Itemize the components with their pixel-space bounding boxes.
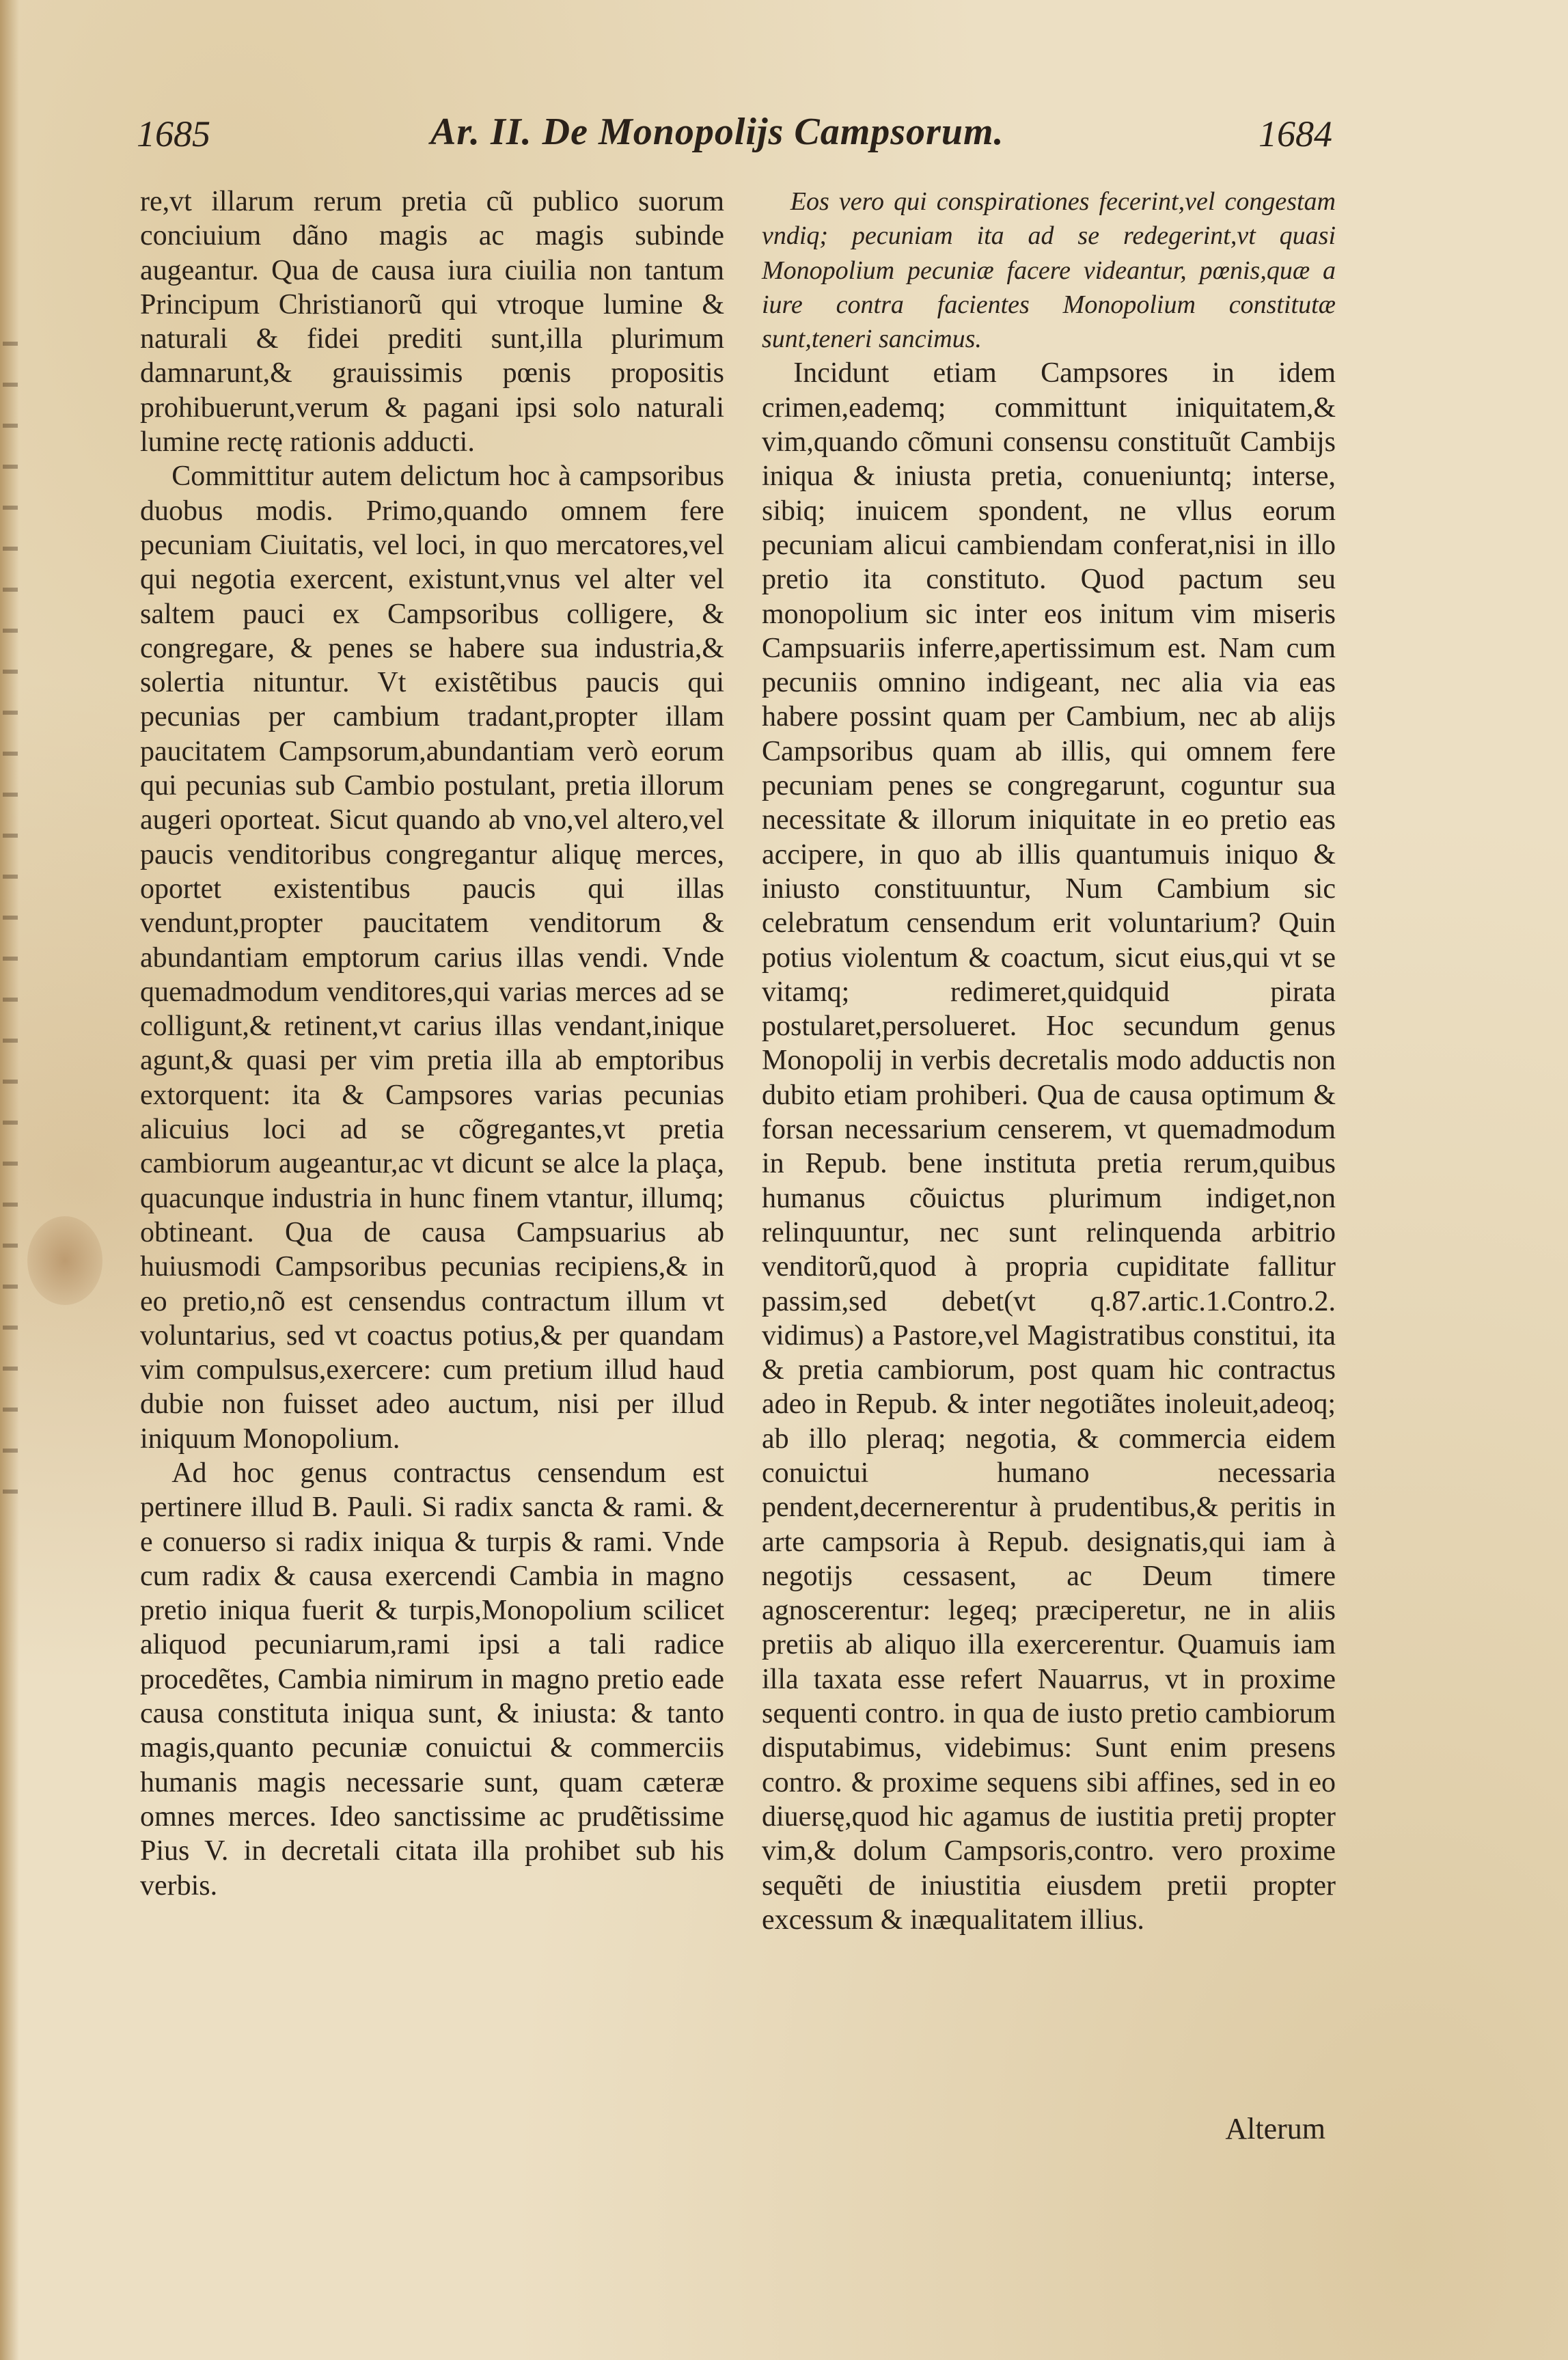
page-number-left: 1685 <box>137 113 210 154</box>
right-column <box>762 184 1336 1937</box>
page-number-right: 1684 <box>1258 113 1332 154</box>
left-paragraph-3: Ad hoc genus contractus censendum est pertinere illud B. Pauli. Si radix sancta & rami. & e conuerso si radix iniqua & turpis & rami. Vnde cum radix & causa exercendi Cambia in magno pretio iniqua fuerit & turpis,Monopolium scilicet aliquod pecuniarum,rami ipsi a tali radice procedẽtes, Cambia nimirum in magno pretio eade causa constituta iniqua sunt, & iniusta: & tanto magis,quanto pecuniæ conuictui & commerciis humanis magis necessarie sunt, quam cæteræ omnes merces. Ideo sanctissime ac prudẽtissime Pius V. in decretali citata illa prohibet sub his verbis. <box>140 1457 724 1902</box>
catchword: Alterum <box>1225 2112 1325 2145</box>
paper-stain <box>27 1216 102 1305</box>
running-title: Ar. II. De Monopolijs Campsorum. <box>430 111 1004 153</box>
left-column <box>140 184 724 1903</box>
left-paragraph-2: Committitur autem delictum hoc à campsoribus duobus modis. Primo,quando omnem fere pecuniam Ciuitatis, vel loci, in quo mercatores,vel qui negotia exercent, existunt,vnus vel alter vel saltem pauci ex Campsoribus colligere, & congregare, & penes se habere sua industria,& solertia nituntur. Vt existẽtibus paucis qui pecunias per cambium tradant,propter illam paucitatem Campsorum,abundantiam verò eorum qui pecunias sub Cambio postulant, pretia illorum augeri oporteat. Sicut quando ab vno,vel altero,vel paucis venditoribus congregantur aliquę merces, oportet existentibus paucis qui illas vendunt,propter paucitatem venditorum & abundantiam emptorum carius illas vendi. Vnde quemadmodum venditores,qui varias merces ad se colligunt,& retinent,vt carius illas vendant,inique agunt,& quasi per vim pretia illa ab emptoribus extorquent: ita & Campsores varias pecunias alicuius loci ad se cõgregantes,vt pretia cambiorum augeantur,ac vt dicunt se alce la plaça, quacunque industria in hunc finem vtantur, illumq; obtineant. Qua de causa Campsuarius ab huiusmodi Campsoribus pecunias recipiens,& in eo pretio,nõ est censendus contractum illum vt voluntarius, sed vt coactus potius,& per quandam vim compulsus,exercere: cum pretium illud haud dubie non fuisset adeo auctum, nisi per illud iniquum Monopolium. <box>140 461 724 1455</box>
left-paragraph-1: re,vt illarum rerum pretia cũ publico suorum conciuium dãno magis ac magis subinde augeantur. Qua de causa iura ciuilia non tantum Principum Christianorũ qui vtroque lumine & naturali & fidei prediti sunt,illa plurimum damnarunt,& grauissimis pœnis propositis prohibuerunt,verum & pagani ipsi solo naturali lumine rectę rationis adducti. <box>140 186 724 458</box>
margin-show-through <box>3 342 18 1503</box>
running-header <box>137 106 1332 161</box>
right-decretal-quote: Eos vero qui conspirationes fecerint,vel congestam vndiq; pecuniam ita ad se redegerint,vt quasi Monopolium pecuniæ facere videantur, pœnis,quæ a iure contra facientes Monopolium constitutæ sunt,teneri sancimus. <box>762 187 1336 354</box>
right-paragraph-1: Incidunt etiam Campsores in idem crimen,eademq; committunt iniquitatem,& vim,quando cõmuni consensu constituũt Cambijs iniqua & iniusta pretia, conueniuntq; interse, sibiq; inuicem spondent, ne vllus eorum pecuniam alicui cambiendam conferat,nisi in illo pretio ita constituto. Quod pactum seu monopolium sic inter eos initum vim miseris Campsuariis inferre,apertissimum est. Nam cum pecuniis omnino indigeant, nec alia via eas habere possint quam per Cambium, nec ab alijs Campsoribus quam ab illis, qui omnem fere pecuniam penes se congregarunt, coguntur sua necessitate & illorum iniquitate in eo pretio eas accipere, in quo ab illis quantumuis iniquo & iniusto constituuntur, Num Cambium sic celebratum censendum erit voluntarium? Quin potius violentum & coactum, sicut eius,qui vt se vitamq; redimeret,quidquid pirata postularet,persolueret. Hoc secundum genus Monopolij in verbis decretalis modo adductis non dubito etiam prohiberi. Qua de causa optimum & forsan necessarium censerem, vt quemadmodum in Repub. bene instituta pretia rerum,quibus humanus cõuictus plurimum indiget,non relinquuntur, nec sunt relinquenda arbitrio venditorũ,quod à propria cupiditate fallitur passim,sed debet(vt q.87.artic.1.Contro.2. vidimus) a Pastore,vel Magistratibus constitui, ita & pretia cambiorum, post quam hic contractus adeo in Repub. & inter negotiãtes inoleuit,adeoq; ab illo pleraq; negotia, & commercia eidem conuictui humano necessaria pendent,decernerentur à prudentibus,& peritis in arte campsoria à Repub. designatis,qui iam à negotijs cessasent, ac Deum timere agnoscerentur: legeq; præciperetur, ne in aliis pretiis ab aliquo illa exercerentur. Quamuis iam illa taxata esse refert Nauarrus, vt in proxime sequenti contro. in qua de iusto pretio cambiorum disputabimus, videbimus: Sunt enim presens contro. & proxime sequens sibi affines, sed in eo diuersę,quod hic agamus de iustitia pretij propter vim,& dolum Campsoris,contro. vero proxime sequẽti de iniustitia eiusdem pretii propter excessum & inæqualitatem illius. <box>762 357 1336 1936</box>
